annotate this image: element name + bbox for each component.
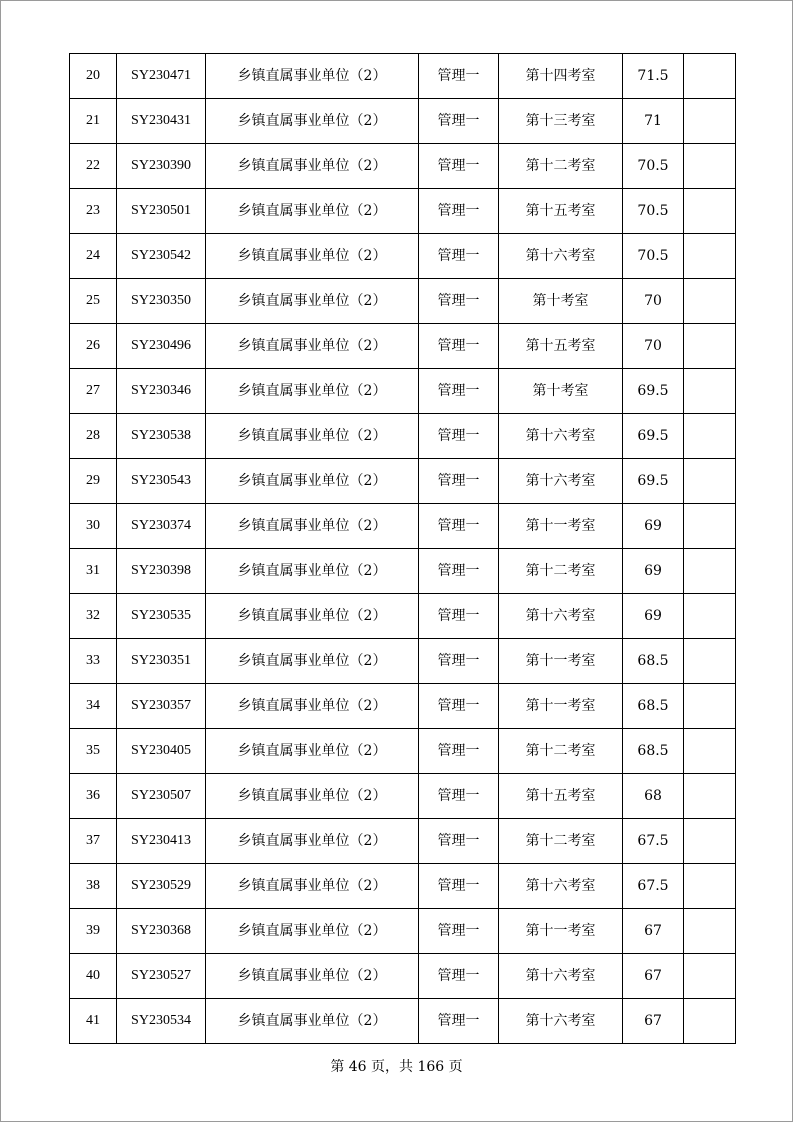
cell-unit: 乡镇直属事业单位（2） — [206, 189, 419, 234]
cell-remark — [684, 954, 736, 999]
cell-remark — [684, 459, 736, 504]
cell-remark — [684, 369, 736, 414]
cell-exam-room: 第十一考室 — [499, 684, 623, 729]
cell-exam-room: 第十三考室 — [499, 99, 623, 144]
cell-unit: 乡镇直属事业单位（2） — [206, 909, 419, 954]
cell-exam-room: 第十四考室 — [499, 54, 623, 99]
cell-remark — [684, 234, 736, 279]
cell-unit: 乡镇直属事业单位（2） — [206, 324, 419, 369]
table-row — [70, 234, 736, 279]
cell-post: 管理一 — [419, 279, 499, 324]
cell-exam-room: 第十六考室 — [499, 414, 623, 459]
cell-seq-no: 21 — [70, 99, 117, 144]
cell-unit: 乡镇直属事业单位（2） — [206, 99, 419, 144]
cell-score: 69.5 — [623, 459, 684, 504]
cell-score: 69.5 — [623, 369, 684, 414]
table-row — [70, 369, 736, 414]
cell-post: 管理一 — [419, 909, 499, 954]
cell-exam-room: 第十二考室 — [499, 549, 623, 594]
cell-seq-no: 20 — [70, 54, 117, 99]
cell-remark — [684, 774, 736, 819]
cell-exam-id: SY230501 — [117, 189, 206, 234]
cell-exam-room: 第十五考室 — [499, 189, 623, 234]
cell-post: 管理一 — [419, 594, 499, 639]
cell-exam-id: SY230507 — [117, 774, 206, 819]
cell-score: 67.5 — [623, 819, 684, 864]
cell-unit: 乡镇直属事业单位（2） — [206, 639, 419, 684]
table-row — [70, 684, 736, 729]
cell-post: 管理一 — [419, 99, 499, 144]
cell-unit: 乡镇直属事业单位（2） — [206, 234, 419, 279]
cell-score: 67.5 — [623, 864, 684, 909]
cell-unit: 乡镇直属事业单位（2） — [206, 279, 419, 324]
cell-score: 67 — [623, 999, 684, 1044]
cell-post: 管理一 — [419, 684, 499, 729]
cell-seq-no: 28 — [70, 414, 117, 459]
cell-exam-id: SY230368 — [117, 909, 206, 954]
cell-score: 67 — [623, 954, 684, 999]
cell-exam-room: 第十六考室 — [499, 594, 623, 639]
cell-score: 69 — [623, 504, 684, 549]
table-body — [70, 54, 736, 1044]
cell-post: 管理一 — [419, 144, 499, 189]
cell-exam-id: SY230534 — [117, 999, 206, 1044]
table-row — [70, 414, 736, 459]
cell-exam-room: 第十六考室 — [499, 864, 623, 909]
cell-score: 69.5 — [623, 414, 684, 459]
cell-post: 管理一 — [419, 189, 499, 234]
cell-remark — [684, 594, 736, 639]
cell-remark — [684, 54, 736, 99]
cell-unit: 乡镇直属事业单位（2） — [206, 459, 419, 504]
cell-exam-room: 第十一考室 — [499, 639, 623, 684]
cell-unit: 乡镇直属事业单位（2） — [206, 999, 419, 1044]
cell-post: 管理一 — [419, 729, 499, 774]
cell-exam-id: SY230543 — [117, 459, 206, 504]
cell-unit: 乡镇直属事业单位（2） — [206, 684, 419, 729]
cell-unit: 乡镇直属事业单位（2） — [206, 414, 419, 459]
cell-exam-room: 第十一考室 — [499, 504, 623, 549]
cell-post: 管理一 — [419, 774, 499, 819]
cell-seq-no: 27 — [70, 369, 117, 414]
cell-seq-no: 36 — [70, 774, 117, 819]
cell-score: 71.5 — [623, 54, 684, 99]
table-row — [70, 279, 736, 324]
cell-seq-no: 24 — [70, 234, 117, 279]
cell-exam-room: 第十一考室 — [499, 909, 623, 954]
cell-remark — [684, 729, 736, 774]
cell-exam-id: SY230529 — [117, 864, 206, 909]
cell-score: 68.5 — [623, 639, 684, 684]
cell-post: 管理一 — [419, 324, 499, 369]
cell-score: 70.5 — [623, 234, 684, 279]
cell-seq-no: 25 — [70, 279, 117, 324]
cell-post: 管理一 — [419, 999, 499, 1044]
cell-exam-id: SY230413 — [117, 819, 206, 864]
table-row — [70, 324, 736, 369]
cell-post: 管理一 — [419, 54, 499, 99]
table-row — [70, 459, 736, 504]
cell-seq-no: 29 — [70, 459, 117, 504]
cell-post: 管理一 — [419, 549, 499, 594]
cell-remark — [684, 639, 736, 684]
results-table — [69, 53, 736, 1044]
cell-unit: 乡镇直属事业单位（2） — [206, 54, 419, 99]
cell-remark — [684, 414, 736, 459]
cell-seq-no: 38 — [70, 864, 117, 909]
cell-exam-room: 第十六考室 — [499, 234, 623, 279]
cell-score: 69 — [623, 549, 684, 594]
table-row — [70, 909, 736, 954]
cell-seq-no: 23 — [70, 189, 117, 234]
cell-post: 管理一 — [419, 864, 499, 909]
cell-exam-room: 第十二考室 — [499, 729, 623, 774]
cell-seq-no: 35 — [70, 729, 117, 774]
cell-post: 管理一 — [419, 819, 499, 864]
table-row — [70, 954, 736, 999]
cell-remark — [684, 144, 736, 189]
cell-exam-id: SY230496 — [117, 324, 206, 369]
table-row — [70, 504, 736, 549]
cell-exam-room: 第十六考室 — [499, 999, 623, 1044]
cell-post: 管理一 — [419, 459, 499, 504]
cell-seq-no: 31 — [70, 549, 117, 594]
cell-exam-room: 第十考室 — [499, 279, 623, 324]
cell-exam-id: SY230351 — [117, 639, 206, 684]
cell-remark — [684, 99, 736, 144]
cell-exam-id: SY230374 — [117, 504, 206, 549]
cell-remark — [684, 684, 736, 729]
cell-unit: 乡镇直属事业单位（2） — [206, 369, 419, 414]
table-row — [70, 729, 736, 774]
cell-post: 管理一 — [419, 234, 499, 279]
cell-unit: 乡镇直属事业单位（2） — [206, 954, 419, 999]
table-row — [70, 774, 736, 819]
cell-unit: 乡镇直属事业单位（2） — [206, 729, 419, 774]
cell-score: 68.5 — [623, 684, 684, 729]
cell-seq-no: 41 — [70, 999, 117, 1044]
cell-seq-no: 37 — [70, 819, 117, 864]
cell-remark — [684, 864, 736, 909]
cell-post: 管理一 — [419, 369, 499, 414]
cell-remark — [684, 189, 736, 234]
cell-seq-no: 32 — [70, 594, 117, 639]
cell-unit: 乡镇直属事业单位（2） — [206, 504, 419, 549]
cell-exam-id: SY230350 — [117, 279, 206, 324]
cell-exam-id: SY230405 — [117, 729, 206, 774]
cell-score: 70 — [623, 279, 684, 324]
cell-unit: 乡镇直属事业单位（2） — [206, 864, 419, 909]
cell-exam-id: SY230538 — [117, 414, 206, 459]
cell-exam-id: SY230535 — [117, 594, 206, 639]
cell-seq-no: 33 — [70, 639, 117, 684]
cell-seq-no: 26 — [70, 324, 117, 369]
cell-exam-id: SY230357 — [117, 684, 206, 729]
cell-remark — [684, 549, 736, 594]
page-footer: 第 46 页，共 166 页 — [330, 1059, 463, 1075]
cell-post: 管理一 — [419, 639, 499, 684]
cell-unit: 乡镇直属事业单位（2） — [206, 144, 419, 189]
cell-exam-id: SY230346 — [117, 369, 206, 414]
table-row — [70, 594, 736, 639]
cell-unit: 乡镇直属事业单位（2） — [206, 549, 419, 594]
table-row — [70, 144, 736, 189]
cell-seq-no: 30 — [70, 504, 117, 549]
cell-exam-id: SY230527 — [117, 954, 206, 999]
table-row — [70, 999, 736, 1044]
table-row — [70, 549, 736, 594]
cell-post: 管理一 — [419, 504, 499, 549]
table-row — [70, 99, 736, 144]
cell-exam-room: 第十六考室 — [499, 459, 623, 504]
cell-score: 69 — [623, 594, 684, 639]
cell-post: 管理一 — [419, 414, 499, 459]
table-row — [70, 639, 736, 684]
cell-exam-id: SY230542 — [117, 234, 206, 279]
table-row — [70, 54, 736, 99]
cell-exam-id: SY230431 — [117, 99, 206, 144]
cell-unit: 乡镇直属事业单位（2） — [206, 594, 419, 639]
cell-seq-no: 34 — [70, 684, 117, 729]
cell-score: 68 — [623, 774, 684, 819]
table-row — [70, 819, 736, 864]
cell-seq-no: 40 — [70, 954, 117, 999]
cell-exam-id: SY230390 — [117, 144, 206, 189]
cell-post: 管理一 — [419, 954, 499, 999]
cell-exam-room: 第十五考室 — [499, 774, 623, 819]
cell-exam-id: SY230398 — [117, 549, 206, 594]
cell-score: 71 — [623, 99, 684, 144]
cell-exam-room: 第十二考室 — [499, 144, 623, 189]
cell-exam-room: 第十五考室 — [499, 324, 623, 369]
cell-score: 67 — [623, 909, 684, 954]
cell-exam-room: 第十六考室 — [499, 954, 623, 999]
cell-score: 70 — [623, 324, 684, 369]
cell-remark — [684, 279, 736, 324]
cell-seq-no: 39 — [70, 909, 117, 954]
cell-unit: 乡镇直属事业单位（2） — [206, 819, 419, 864]
cell-remark — [684, 324, 736, 369]
table-row — [70, 189, 736, 234]
table-row — [70, 864, 736, 909]
cell-remark — [684, 999, 736, 1044]
cell-unit: 乡镇直属事业单位（2） — [206, 774, 419, 819]
cell-score: 70.5 — [623, 144, 684, 189]
cell-exam-id: SY230471 — [117, 54, 206, 99]
cell-remark — [684, 819, 736, 864]
cell-seq-no: 22 — [70, 144, 117, 189]
cell-score: 70.5 — [623, 189, 684, 234]
cell-exam-room: 第十考室 — [499, 369, 623, 414]
cell-remark — [684, 504, 736, 549]
cell-exam-room: 第十二考室 — [499, 819, 623, 864]
cell-score: 68.5 — [623, 729, 684, 774]
cell-remark — [684, 909, 736, 954]
